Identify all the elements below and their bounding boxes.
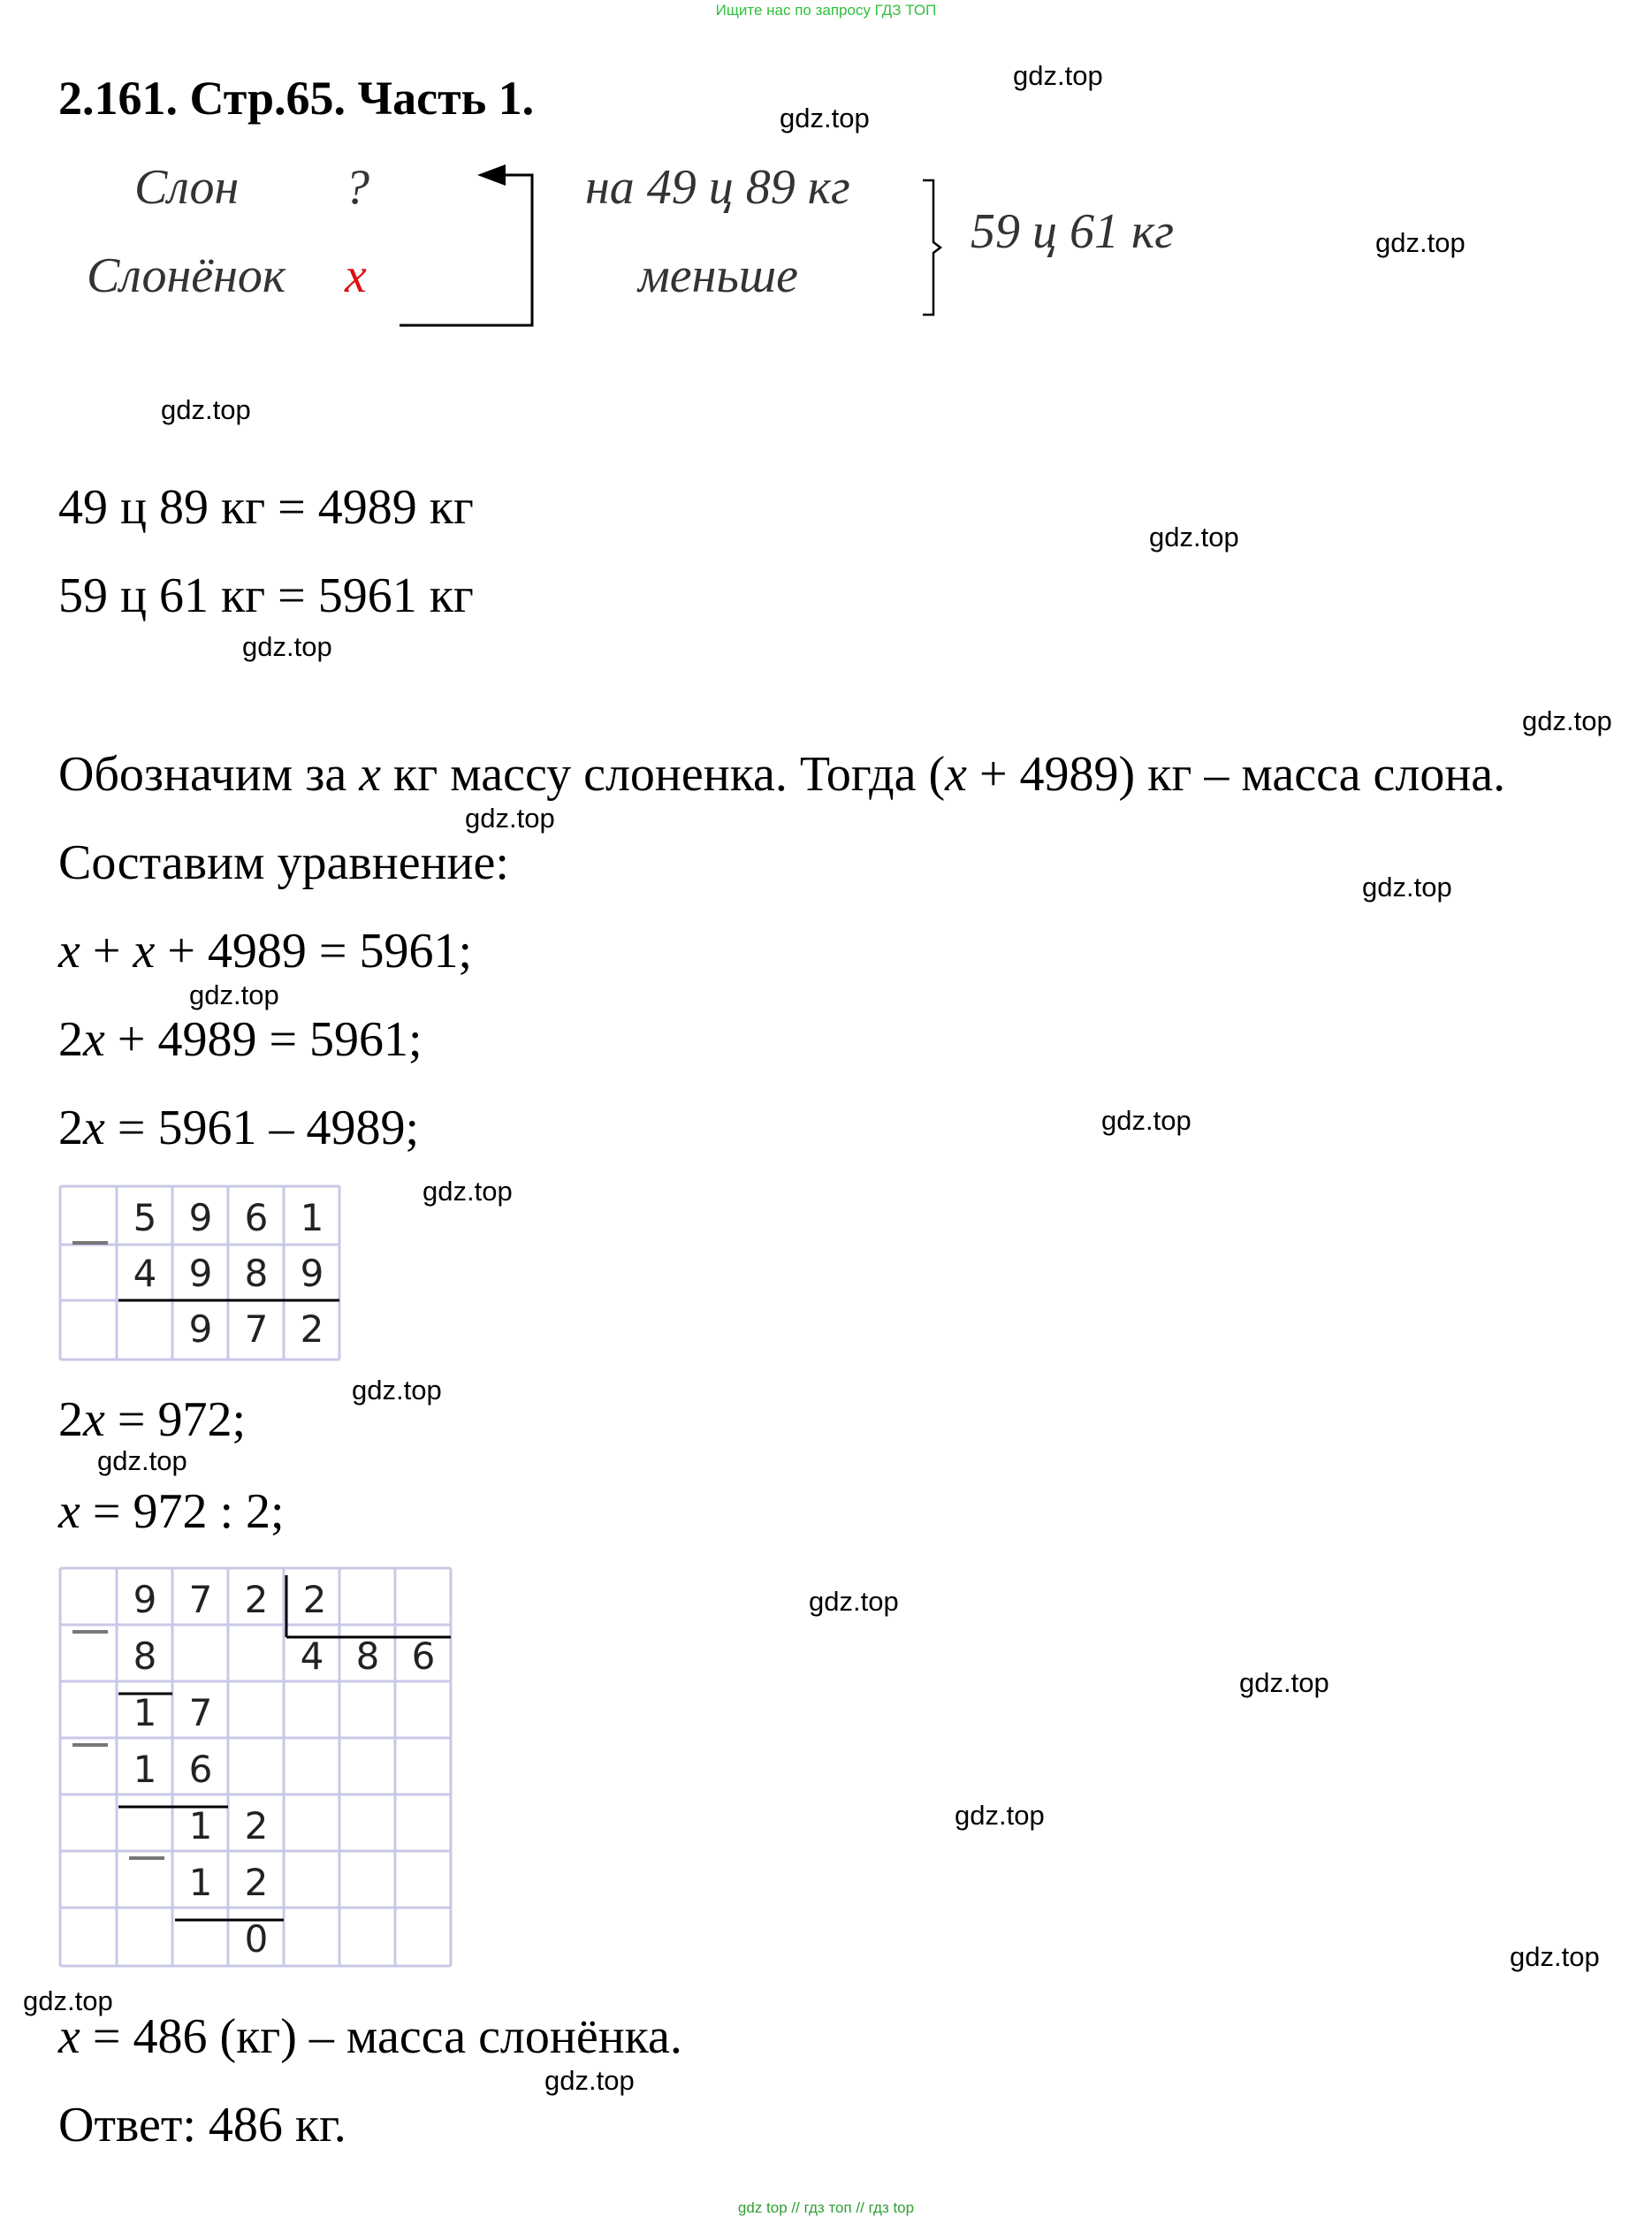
watermark: gdz.top xyxy=(1239,1667,1329,1698)
digit: 9 xyxy=(188,1307,213,1351)
digit: 6 xyxy=(244,1196,269,1239)
explanation-line-1: Обозначим за x кг массу слоненка. Тогда (x + 4989) кг – масса слона. xyxy=(58,747,1506,802)
digit: 4 xyxy=(133,1252,157,1295)
equation-5: x = 972 : 2; xyxy=(58,1484,285,1539)
digit: 7 xyxy=(188,1691,213,1734)
subtraction-grid xyxy=(57,1185,357,1367)
scheme-lines xyxy=(0,0,1652,371)
digit: 2 xyxy=(300,1307,324,1351)
digit: 7 xyxy=(188,1578,213,1621)
digit: 1 xyxy=(133,1748,157,1791)
conversion-2: 59 ц 61 кг = 5961 кг xyxy=(58,568,474,623)
watermark: gdz.top xyxy=(1375,227,1465,258)
watermark: gdz.top xyxy=(1362,872,1452,903)
page-title: 2.161. Стр.65. Часть 1. xyxy=(58,72,535,125)
equation-1: x + x + 4989 = 5961; xyxy=(58,924,473,979)
scheme-arrow-line xyxy=(400,175,532,325)
watermark: gdz.top xyxy=(423,1176,513,1207)
watermark: gdz.top xyxy=(352,1375,442,1406)
division-grid xyxy=(57,1566,472,1973)
scheme-diff: на 49 ц 89 кг xyxy=(585,160,850,215)
watermark: gdz.top xyxy=(161,394,251,425)
watermark: gdz.top xyxy=(1522,705,1612,736)
watermark: gdz.top xyxy=(23,1985,113,2016)
digit: 5 xyxy=(133,1196,157,1239)
conversion-1: 49 ц 89 кг = 4989 кг xyxy=(58,480,474,535)
brace-icon xyxy=(923,180,940,315)
digit: 8 xyxy=(355,1634,380,1678)
scheme-total: 59 ц 61 кг xyxy=(971,204,1175,259)
scheme-calf-label: Слонёнок xyxy=(87,248,286,303)
answer-line: Ответ: 486 кг. xyxy=(58,2098,346,2152)
watermark: gdz.top xyxy=(1013,60,1103,91)
digit: 0 xyxy=(244,1917,269,1961)
digit: 1 xyxy=(300,1196,324,1239)
watermark: gdz.top xyxy=(189,979,279,1010)
digit: 2 xyxy=(244,1578,269,1621)
result-line: x = 486 (кг) – масса слонёнка. xyxy=(58,2009,682,2064)
digit: 6 xyxy=(411,1634,436,1678)
digit: 1 xyxy=(188,1861,213,1904)
digit: 7 xyxy=(244,1307,269,1351)
digit: 4 xyxy=(300,1634,324,1678)
watermark: gdz.top xyxy=(242,631,332,662)
watermark: gdz.top xyxy=(1101,1105,1191,1136)
scheme-elephant-value: ? xyxy=(345,160,369,215)
watermark: gdz.top xyxy=(809,1586,899,1617)
watermark: gdz.top xyxy=(97,1445,187,1476)
digit: 9 xyxy=(133,1578,157,1621)
watermark: gdz.top xyxy=(465,803,555,834)
scheme-calf-value: x xyxy=(345,248,367,303)
scheme-diff-word: меньше xyxy=(638,248,798,303)
digit: 8 xyxy=(133,1634,157,1678)
watermark: gdz.top xyxy=(1149,522,1239,552)
digit: 1 xyxy=(133,1691,157,1734)
digit: 9 xyxy=(188,1252,213,1295)
watermark: gdz.top xyxy=(780,103,870,133)
arrow-head-icon xyxy=(477,164,506,186)
watermark: gdz.top xyxy=(544,2065,635,2096)
watermark: gdz.top xyxy=(1510,1941,1600,1972)
digit: 1 xyxy=(188,1804,213,1848)
digit: 6 xyxy=(188,1748,213,1791)
scheme-elephant-label: Слон xyxy=(134,160,240,215)
top-banner[interactable]: Ищите нас по запросу ГДЗ ТОП xyxy=(715,2,937,19)
digit: 2 xyxy=(244,1861,269,1904)
bottom-banner[interactable]: gdz top // гдз топ // гдз top xyxy=(737,2199,915,2216)
digit: 2 xyxy=(244,1804,269,1848)
explanation-line-2: Составим уравнение: xyxy=(58,835,509,890)
equation-2: 2x + 4989 = 5961; xyxy=(58,1012,423,1067)
digit: 9 xyxy=(300,1252,324,1295)
digit: 8 xyxy=(244,1252,269,1295)
equation-3: 2x = 5961 – 4989; xyxy=(58,1101,419,1155)
digit: 9 xyxy=(188,1196,213,1239)
digit: 2 xyxy=(302,1578,327,1621)
watermark: gdz.top xyxy=(955,1800,1045,1831)
equation-4: 2x = 972; xyxy=(58,1392,246,1447)
